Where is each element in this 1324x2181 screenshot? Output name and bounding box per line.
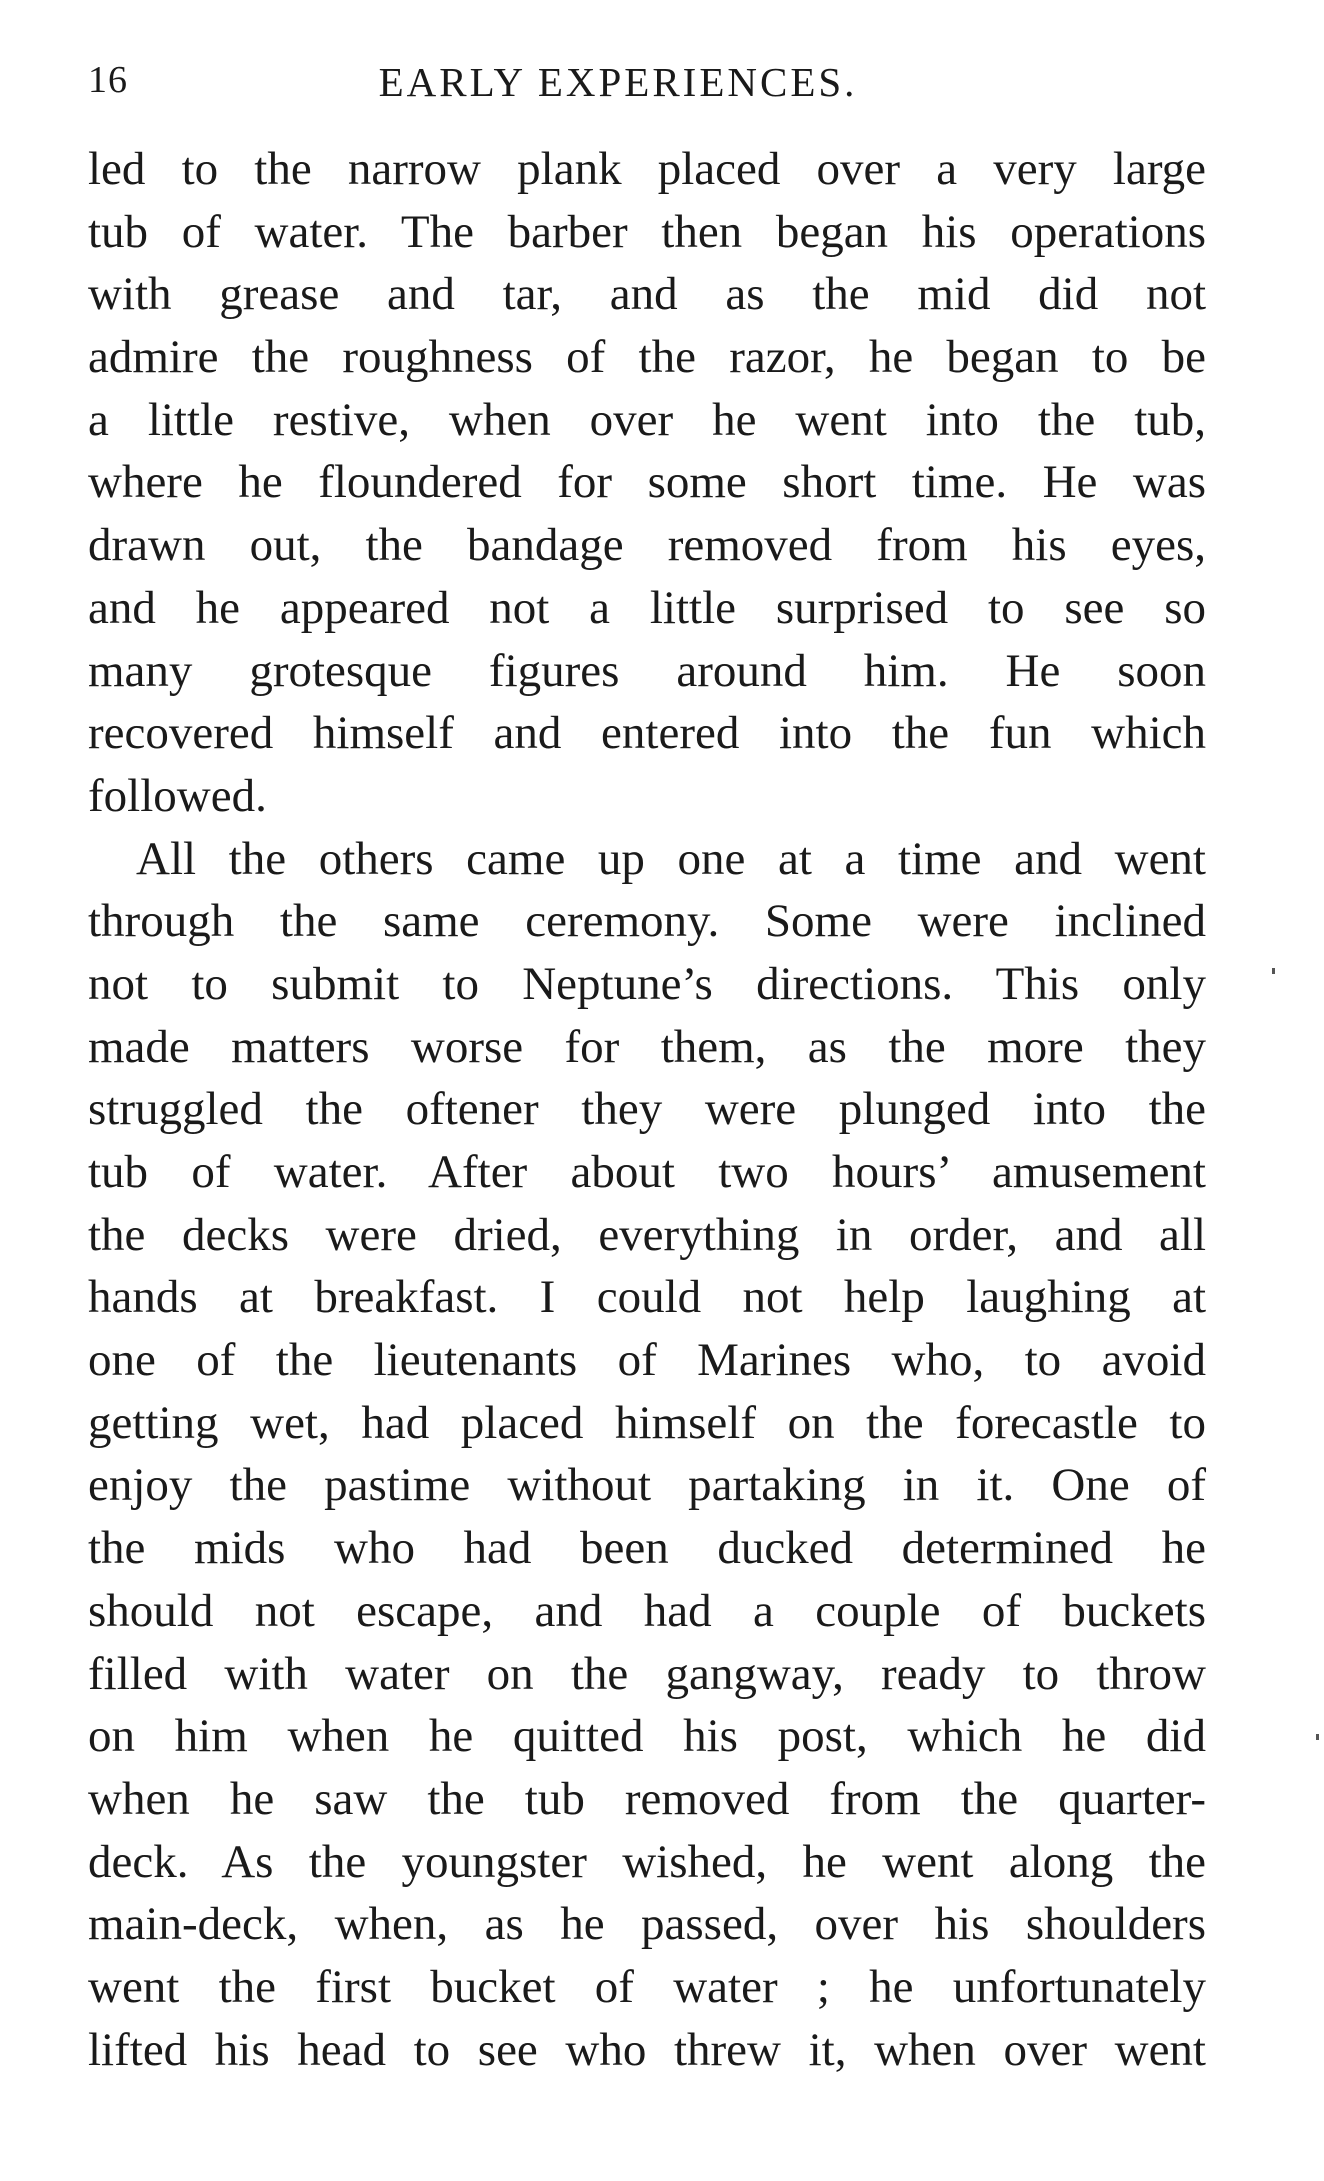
- text-line: on him when he quitted his post, which he did: [88, 1710, 1206, 1763]
- running-title: EARLY EXPERIENCES.: [378, 59, 858, 105]
- text-line: tub of water. The barber then began his operations: [88, 205, 1206, 258]
- page-header: [88, 58, 1208, 118]
- text-line: where he floundered for some short time. He was: [88, 456, 1206, 509]
- scan-speck: [1272, 968, 1275, 974]
- text-line: recovered himself and entered into the fun which: [88, 707, 1206, 760]
- text-line: and he appeared not a little surprised to see so: [88, 581, 1206, 634]
- text-line: when he saw the tub removed from the quarter-: [88, 1772, 1206, 1825]
- page-number: 16: [88, 59, 128, 101]
- text-line: through the same ceremony. Some were inclined: [88, 895, 1206, 948]
- text-line: not to submit to Neptune’s directions. This only: [88, 957, 1206, 1010]
- text-line: the mids who had been ducked determined he: [88, 1522, 1206, 1575]
- text-line: enjoy the pastime without partaking in it. One of: [88, 1459, 1206, 1512]
- text-line: should not escape, and had a couple of buckets: [88, 1584, 1206, 1637]
- text-line: drawn out, the bandage removed from his eyes,: [88, 519, 1206, 572]
- text-line: made matters worse for them, as the more they: [88, 1020, 1206, 1073]
- text-line: led to the narrow plank placed over a very large: [88, 143, 1206, 195]
- text-line: filled with water on the gangway, ready to throw: [88, 1647, 1206, 1700]
- body-text: [88, 138, 1206, 2081]
- paragraph-first-line: All the others came up one at a time and went: [136, 832, 1206, 885]
- text-line: tub of water. After about two hours’ amusement: [88, 1146, 1206, 1198]
- text-line: followed.: [88, 769, 267, 822]
- text-line: with grease and tar, and as the mid did not: [88, 268, 1206, 321]
- text-line: deck. As the youngster wished, he went along the: [88, 1835, 1206, 1888]
- text-line: a little restive, when over he went into the tub,: [88, 393, 1206, 446]
- text-line: one of the lieutenants of Marines who, to avoid: [88, 1334, 1206, 1387]
- text-line: lifted his head to see who threw it, when over went: [88, 2023, 1206, 2076]
- text-line: getting wet, had placed himself on the forecastle to: [88, 1396, 1206, 1449]
- text-line: many grotesque figures around him. He soon: [88, 644, 1206, 697]
- scan-speck: [1316, 1734, 1319, 1740]
- text-line: the decks were dried, everything in order, and all: [88, 1208, 1206, 1261]
- text-line: main-deck, when, as he passed, over his shoulders: [88, 1898, 1206, 1951]
- text-line: struggled the oftener they were plunged into the: [88, 1083, 1206, 1136]
- text-line: admire the roughness of the razor, he began to be: [88, 331, 1206, 384]
- text-line: went the first bucket of water ; he unfortunately: [88, 1960, 1206, 2013]
- text-line: hands at breakfast. I could not help laughing at: [88, 1271, 1206, 1324]
